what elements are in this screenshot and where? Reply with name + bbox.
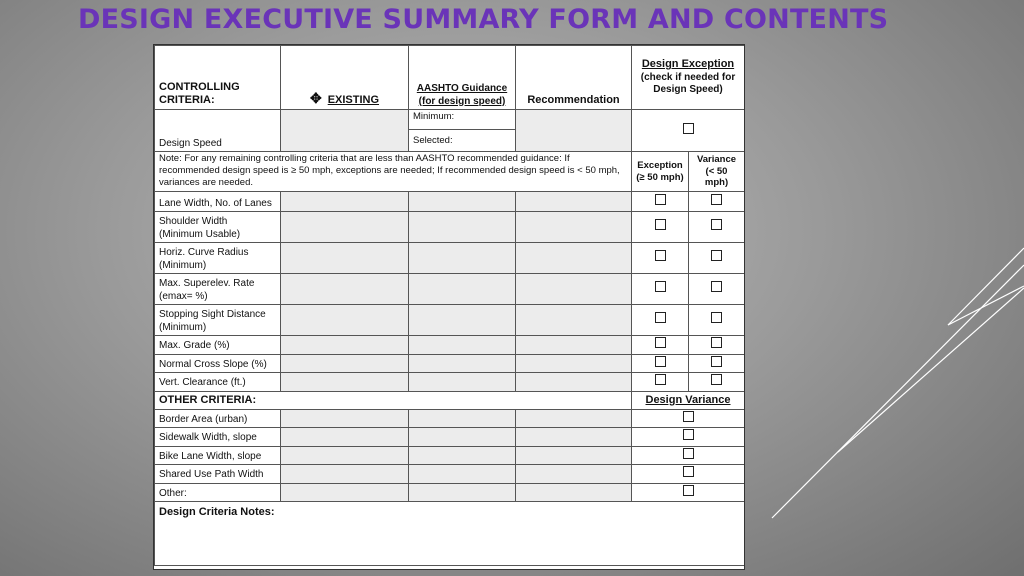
recommendation-cell[interactable] — [516, 305, 632, 336]
recommendation-cell[interactable] — [516, 192, 632, 212]
table-row — [155, 305, 745, 336]
criteria-label: Shoulder Width (Minimum Usable) — [155, 212, 281, 243]
design-exception-header: Design Exception (check if needed for Design Speed) — [632, 46, 745, 110]
existing-cell[interactable] — [281, 305, 409, 336]
recommendation-cell[interactable] — [516, 243, 632, 274]
existing-cell[interactable] — [281, 192, 409, 212]
existing-cell[interactable] — [281, 336, 409, 355]
existing-cell[interactable] — [281, 446, 409, 465]
checkbox-icon[interactable] — [711, 250, 722, 261]
design-variance-header: Design Variance — [632, 391, 745, 409]
checkbox-icon[interactable] — [655, 194, 666, 205]
note-text: Note: For any remaining controlling criteria that are less than AASHTO recommended guidance: If recommended design speed is ≥ 50 mph, exceptions are needed; If recommended design speed is < 50 mph, variances are needed. — [155, 152, 632, 192]
minimum-field[interactable]: Minimum: — [409, 110, 516, 130]
exception-cell — [632, 243, 689, 274]
variance-cell — [632, 409, 745, 428]
criteria-label: Horiz. Curve Radius (Minimum) — [155, 243, 281, 274]
table-row — [155, 465, 745, 484]
criteria-label: Shared Use Path Width — [155, 465, 281, 484]
exception-subheader: Exception (≥ 50 mph) — [632, 152, 689, 192]
checkbox-icon[interactable] — [683, 448, 694, 459]
controlling-criteria-rows — [155, 192, 745, 392]
criteria-label: Border Area (urban) — [155, 409, 281, 428]
existing-cell[interactable] — [281, 428, 409, 447]
existing-cell[interactable] — [281, 465, 409, 484]
aashto-cell[interactable] — [409, 428, 516, 447]
design-speed-label: Design Speed — [155, 110, 281, 152]
checkbox-icon[interactable] — [711, 356, 722, 367]
checkbox-icon[interactable] — [655, 337, 666, 348]
variance-subheader: Variance (< 50 mph) — [689, 152, 745, 192]
checkbox-icon[interactable] — [711, 194, 722, 205]
checkbox-icon[interactable] — [683, 429, 694, 440]
table-row — [155, 212, 745, 243]
recommendation-header: Recommendation — [516, 46, 632, 110]
recommendation-cell[interactable] — [516, 446, 632, 465]
table-row — [155, 428, 745, 447]
recommendation-cell[interactable] — [516, 428, 632, 447]
table-row — [155, 373, 745, 392]
checkbox-icon[interactable] — [683, 411, 694, 422]
aashto-cell[interactable] — [409, 192, 516, 212]
slide-title: DESIGN EXECUTIVE SUMMARY FORM AND CONTENTS — [78, 4, 889, 35]
recommendation-cell[interactable] — [516, 212, 632, 243]
exception-cell — [632, 373, 689, 392]
criteria-label: Stopping Sight Distance (Minimum) — [155, 305, 281, 336]
controlling-criteria-header: CONTROLLING CRITERIA: — [155, 46, 281, 110]
aashto-cell[interactable] — [409, 336, 516, 355]
recommendation-cell[interactable] — [516, 483, 632, 502]
recommendation-cell[interactable] — [516, 409, 632, 428]
variance-cell — [689, 373, 745, 392]
other-criteria-header: OTHER CRITERIA: — [155, 391, 632, 409]
recommendation-cell[interactable] — [516, 373, 632, 392]
checkbox-icon[interactable] — [655, 281, 666, 292]
existing-cell[interactable] — [281, 243, 409, 274]
variance-cell — [632, 465, 745, 484]
checkbox-icon[interactable] — [711, 337, 722, 348]
existing-cell[interactable] — [281, 483, 409, 502]
exception-cell — [632, 305, 689, 336]
variance-cell — [632, 428, 745, 447]
table-row — [155, 243, 745, 274]
table-row — [155, 409, 745, 428]
aashto-guidance-header: AASHTO Guidance (for design speed) — [409, 46, 516, 110]
criteria-label: Vert. Clearance (ft.) — [155, 373, 281, 392]
variance-cell — [689, 243, 745, 274]
existing-cell[interactable] — [281, 409, 409, 428]
selected-field[interactable]: Selected: — [409, 130, 516, 152]
table-row — [155, 354, 745, 373]
aashto-cell[interactable] — [409, 409, 516, 428]
checkbox-icon[interactable] — [683, 466, 694, 477]
table-row — [155, 446, 745, 465]
aashto-cell[interactable] — [409, 446, 516, 465]
aashto-cell[interactable] — [409, 483, 516, 502]
exception-cell — [632, 336, 689, 355]
aashto-cell[interactable] — [409, 305, 516, 336]
move-cursor-icon: ✥ — [309, 90, 322, 107]
variance-cell — [689, 305, 745, 336]
variance-cell — [632, 483, 745, 502]
aashto-cell[interactable] — [409, 212, 516, 243]
recommendation-cell[interactable] — [516, 465, 632, 484]
variance-cell — [689, 192, 745, 212]
design-speed-exception-cell — [632, 110, 745, 152]
recommendation-cell[interactable] — [516, 274, 632, 305]
checkbox-icon[interactable] — [683, 123, 694, 134]
aashto-cell[interactable] — [409, 373, 516, 392]
existing-cell[interactable] — [281, 212, 409, 243]
variance-cell — [689, 212, 745, 243]
executive-summary-form — [153, 44, 745, 570]
criteria-label: Lane Width, No. of Lanes — [155, 192, 281, 212]
checkbox-icon[interactable] — [655, 312, 666, 323]
checkbox-icon[interactable] — [711, 374, 722, 385]
table-row — [155, 274, 745, 305]
aashto-cell[interactable] — [409, 465, 516, 484]
checkbox-icon[interactable] — [711, 281, 722, 292]
recommendation-cell[interactable] — [516, 336, 632, 355]
existing-header: ✥ EXISTING — [281, 46, 409, 110]
variance-cell — [689, 274, 745, 305]
exception-cell — [632, 354, 689, 373]
checkbox-icon[interactable] — [683, 485, 694, 496]
criteria-label: Normal Cross Slope (%) — [155, 354, 281, 373]
criteria-label: Max. Superelev. Rate (emax= %) — [155, 274, 281, 305]
criteria-label: Max. Grade (%) — [155, 336, 281, 355]
existing-cell[interactable] — [281, 110, 409, 152]
checkbox-icon[interactable] — [711, 219, 722, 230]
checkbox-icon[interactable] — [655, 374, 666, 385]
variance-cell — [632, 446, 745, 465]
exception-cell — [632, 274, 689, 305]
aashto-cell[interactable] — [409, 354, 516, 373]
table-row — [155, 483, 745, 502]
existing-cell[interactable] — [281, 274, 409, 305]
other-criteria-rows — [155, 409, 745, 502]
variance-cell — [689, 336, 745, 355]
variance-cell — [689, 354, 745, 373]
table-row — [155, 336, 745, 355]
criteria-label: Bike Lane Width, slope — [155, 446, 281, 465]
aashto-cell[interactable] — [409, 274, 516, 305]
recommendation-cell[interactable] — [516, 354, 632, 373]
criteria-label: Other: — [155, 483, 281, 502]
exception-cell — [632, 192, 689, 212]
exception-cell — [632, 212, 689, 243]
checkbox-icon[interactable] — [655, 219, 666, 230]
existing-cell[interactable] — [281, 373, 409, 392]
checkbox-icon[interactable] — [655, 250, 666, 261]
recommendation-cell[interactable] — [516, 110, 632, 152]
table-row — [155, 192, 745, 212]
design-criteria-notes[interactable]: Design Criteria Notes: — [155, 502, 745, 566]
checkbox-icon[interactable] — [655, 356, 666, 367]
existing-cell[interactable] — [281, 354, 409, 373]
criteria-label: Sidewalk Width, slope — [155, 428, 281, 447]
aashto-cell[interactable] — [409, 243, 516, 274]
checkbox-icon[interactable] — [711, 312, 722, 323]
